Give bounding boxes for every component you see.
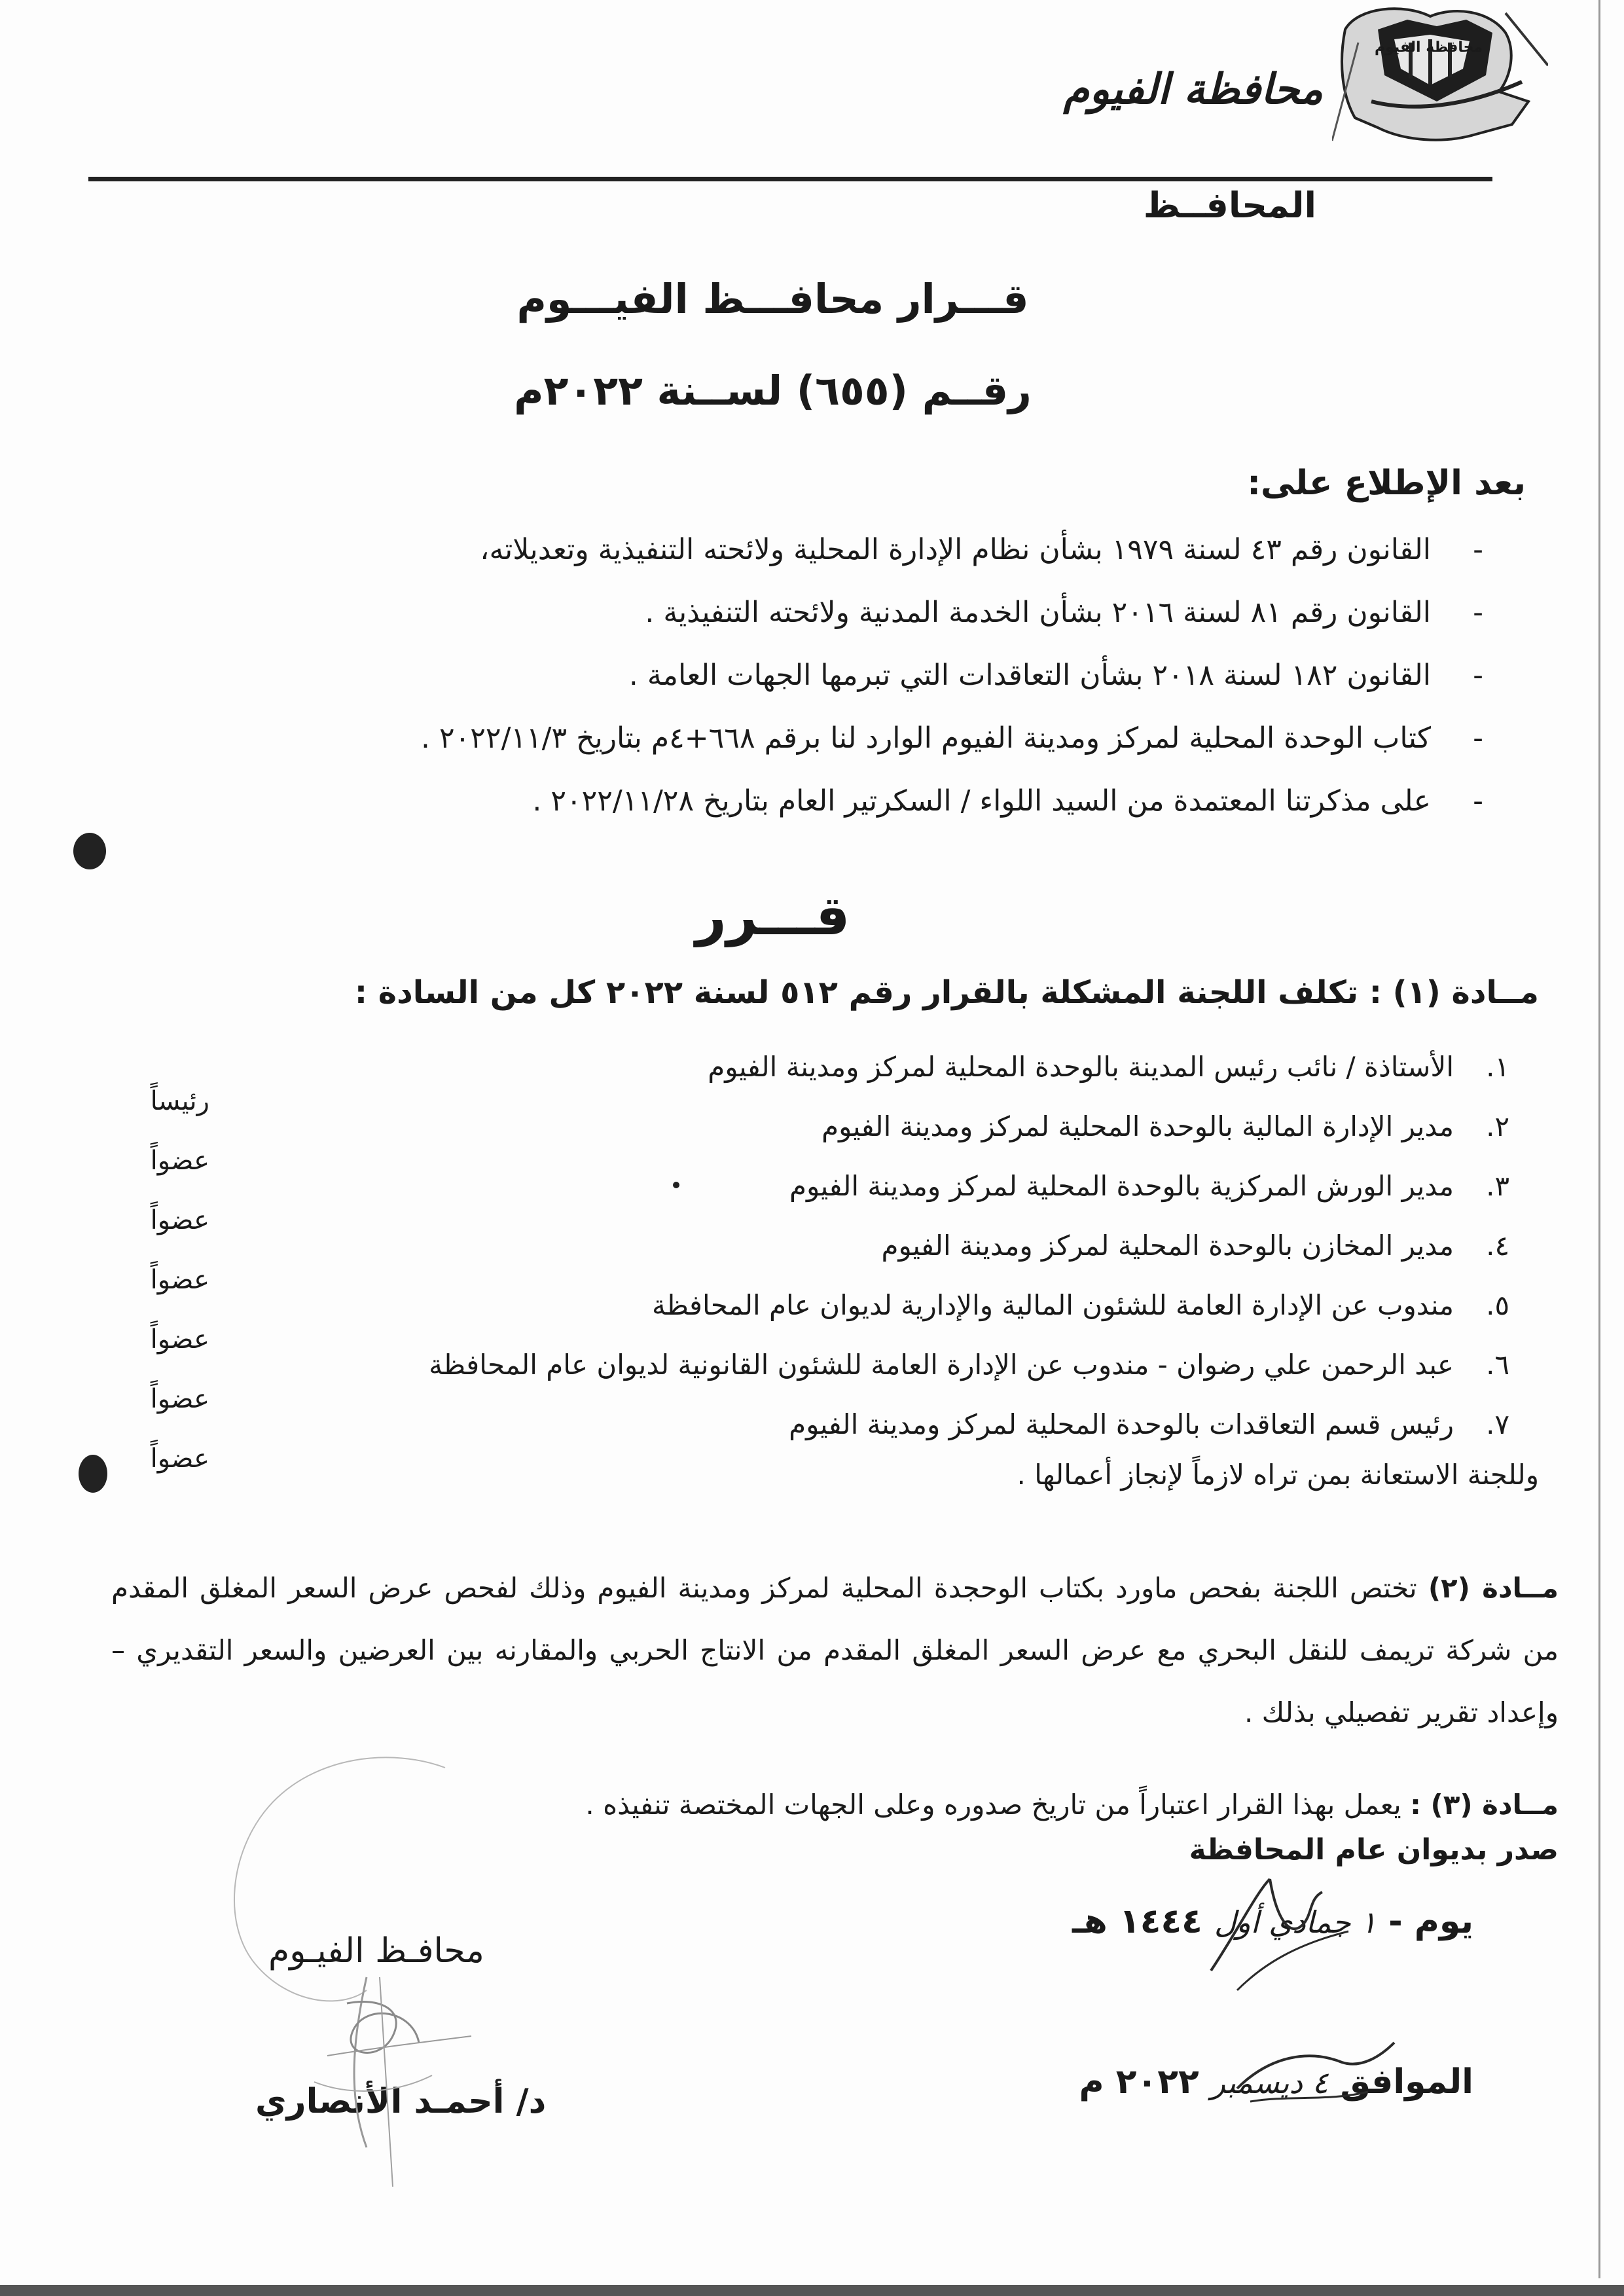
article-1-label: مــادة (١) :: [1369, 974, 1539, 1011]
preamble-list: [141, 529, 1483, 843]
member-item: ٥. مندوب عن الإدارة العامة للشئون المالية والإدارية لديوان عام المحافظة: [651, 1289, 1509, 1321]
decision-heading: قـــرر: [695, 885, 850, 947]
handwritten-day: ١ جمادي أول: [1214, 1904, 1377, 1940]
preamble-item: - كتاب الوحدة المحلية لمركز ومدينة الفيوم الوارد لنا برقم ٦٦٨+٤م بتاريخ ٢٠٢٢/١١/٣ .: [141, 718, 1483, 780]
article-2-label: مــادة (٢): [1428, 1572, 1559, 1604]
date-scribble: [1198, 1866, 1368, 1997]
article-2: [111, 1557, 1559, 1743]
role-label: عضواً: [150, 1146, 209, 1176]
member-item: ٦. عبد الرحمن علي رضوان - مندوب عن الإدارة العامة للشئون القانونية لديوان عام المحافظة: [429, 1349, 1509, 1381]
preamble-item: - القانون رقم ٨١ لسنة ٢٠١٦ بشأن الخدمة المدنية ولائحته التنفيذية .: [141, 592, 1483, 655]
member-item: ٣. مدير الورش المركزية بالوحدة المحلية لمركز ومدينة الفيوم: [789, 1170, 1509, 1202]
member-item: ١. الأستاذة / نائب رئيس المدينة بالوحدة المحلية لمركز ومدينة الفيوم: [708, 1051, 1509, 1083]
decision-title: قـــرار محافـــظ الفيـــوم: [516, 275, 1029, 323]
article-2-text: تختص اللجنة بفحص ماورد بكتاب الوحجدة المحلية لمركز ومدينة الفيوم وذلك لفحص عرض السعر المغلق المقدم من شركة تريمف للنقل البحري مع عرض السعر المغلق المقدم من الانتاج الحربي والمقارنه بين العرضين والسعر التقديري – وإعداد تقرير تفصيلي بذلك .: [111, 1572, 1559, 1728]
signatory-title: محافـظ الفيـوم: [268, 1931, 484, 1971]
handwritten-day: ٤ ديسمبر: [1210, 2065, 1329, 2100]
hijri-date: يوم - ١ جمادي أول ١٤٤٤ هـ: [1072, 1902, 1473, 1941]
bullet-dash: -: [1473, 721, 1483, 755]
bullet-dash: -: [1473, 659, 1483, 692]
article-3-label: مــادة (٣) :: [1410, 1789, 1559, 1821]
role-label: عضواً: [150, 1444, 209, 1474]
preamble-heading: بعد الإطلاع على:: [1247, 464, 1526, 503]
role-label: عضواً: [150, 1265, 209, 1295]
preamble-item: - القانون ١٨٢ لسنة ٢٠١٨ بشأن التعاقدات التي تبرمها الجهات العامة .: [141, 655, 1483, 718]
article-3: [585, 1789, 1559, 1821]
bullet-dash: -: [1473, 533, 1483, 566]
bullet-dash: -: [1473, 596, 1483, 629]
article-1-header: [355, 974, 1539, 1011]
office-title: المحافــظ: [1143, 185, 1316, 226]
role-label: عضواً: [150, 1384, 209, 1414]
member-roles: [92, 1082, 209, 1499]
committee-members: [168, 1048, 1509, 1465]
header-divider: [88, 177, 1492, 181]
gregorian-date: الموافق ٤ ديسمبر ٢٠٢٢ م: [1079, 2062, 1473, 2102]
preamble-item: - على مذكرتنا المعتمدة من السيد اللواء / السكرتير العام بتاريخ ٢٠٢٢/١١/٢٨ .: [141, 780, 1483, 843]
date-scribble: [1231, 2030, 1401, 2121]
committee-helpers-note: وللجنة الاستعانة بمن تراه لازماً لإنجاز أعمالها .: [1017, 1459, 1539, 1491]
member-item: ٧. رئيس قسم التعاقدات بالوحدة المحلية لمركز ومدينة الفيوم: [789, 1408, 1509, 1440]
signature-mark: [196, 1728, 537, 2187]
hole-punch: [79, 1455, 107, 1493]
hole-punch: [73, 833, 106, 869]
ink-dot: [673, 1182, 679, 1188]
issued-at: صدر بديوان عام المحافظة: [1189, 1833, 1559, 1867]
preamble-item: - القانون رقم ٤٣ لسنة ١٩٧٩ بشأن نظام الإدارة المحلية ولائحته التنفيذية وتعديلاته،: [141, 529, 1483, 592]
member-item: ٤. مدير المخازن بالوحدة المحلية لمركز ومدينة الفيوم: [881, 1230, 1509, 1262]
role-label: رئيساً: [150, 1086, 209, 1116]
governorate-emblem: [1332, 3, 1548, 151]
article-3-text: يعمل بهذا القرار اعتباراً من تاريخ صدوره وعلى الجهات المختصة تنفيذه .: [585, 1789, 1401, 1821]
member-item: ٢. مدير الإدارة المالية بالوحدة المحلية لمركز ومدينة الفيوم: [821, 1110, 1509, 1142]
signatory-name: د/ أحمـد الأنصاري: [255, 2082, 547, 2121]
scan-border: [0, 2285, 1624, 2296]
scan-edge: [1598, 0, 1600, 2278]
role-label: عضواً: [150, 1205, 209, 1235]
bullet-dash: -: [1473, 784, 1483, 818]
emblem-text: محافظة الفيوم: [1375, 39, 1483, 56]
governorate-name: محافظة الفيوم: [1063, 65, 1323, 114]
role-label: عضواً: [150, 1324, 209, 1355]
article-1-text: تكلف اللجنة المشكلة بالقرار رقم ٥١٢ لسنة ٢٠٢٢ كل من السادة :: [354, 974, 1358, 1011]
decision-number: رقــم (٦٥٥) لســنة ٢٠٢٢م: [514, 367, 1032, 414]
